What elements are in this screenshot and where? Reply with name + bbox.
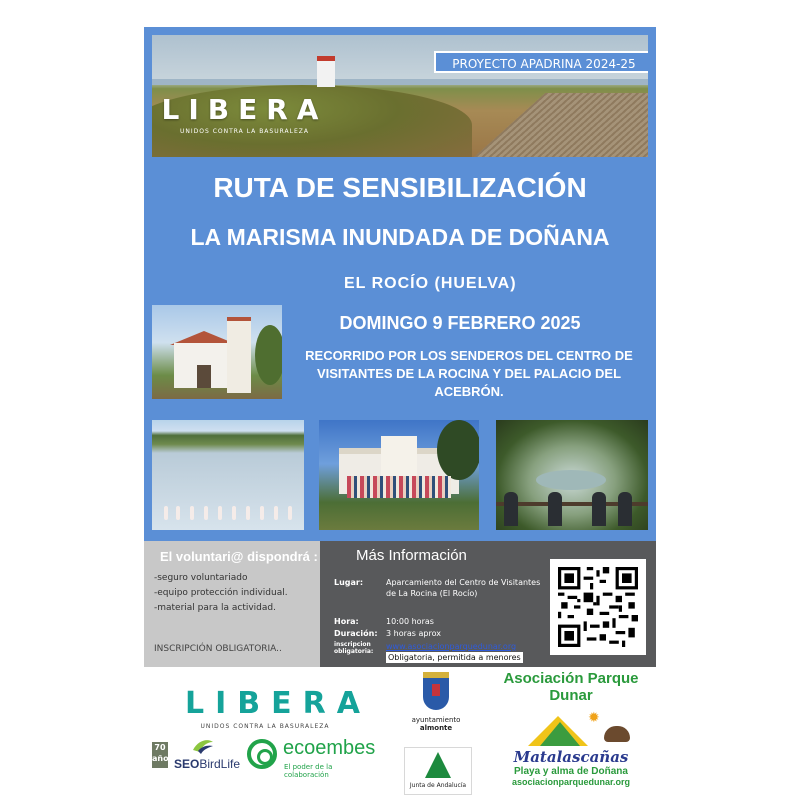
libera-tagline: UNIDOS CONTRA LA BASURALEZA: [200, 723, 330, 730]
seo-birdlife-logo: [150, 738, 242, 774]
visitor-group: [347, 476, 451, 498]
registration-note: Obligatoria, permitida a menores: [388, 653, 521, 662]
info-value-hora: 10:00 horas: [386, 617, 434, 626]
parque-dunar-emblem: [506, 706, 636, 752]
registration-link[interactable]: www.asociacionparquedunar.org: [386, 642, 517, 651]
seo-name: [174, 757, 240, 771]
visitor-silhouette: [618, 492, 632, 526]
hero-brand-wordmark: LIBERA: [161, 93, 328, 126]
flamingo: [204, 506, 208, 520]
church-door: [197, 365, 211, 388]
project-badge: PROYECTO APADRINA 2024-25: [434, 51, 648, 73]
ecoembes-icon: [247, 739, 277, 769]
route-description: [292, 347, 646, 401]
qr-code[interactable]: [550, 559, 646, 655]
church-tower: [227, 317, 251, 393]
seo-anniversary-badge: 70 años: [152, 742, 168, 768]
ecoembes-logo: [247, 737, 377, 777]
almonte-label-2: almonte: [419, 724, 453, 732]
volunteer-panel: [144, 541, 320, 667]
hero-boardwalk-photo: [152, 35, 648, 157]
bird-icon: [192, 738, 214, 754]
route-line-1: RECORRIDO POR LOS SENDEROS DEL CENTRO DE: [305, 348, 633, 363]
title-line-1: RUTA DE SENSIBILIZACIÓN: [213, 172, 587, 203]
junta-label: Junta de Andalucía: [409, 782, 467, 789]
volunteer-item: -seguro voluntariado: [154, 573, 248, 583]
parque-dunar-website[interactable]: asociacionparquedunar.org: [511, 777, 631, 787]
parque-dunar-name: Asociación Parque Dunar: [503, 670, 639, 704]
qr-code-pattern: [558, 567, 638, 647]
info-row-hora: [334, 616, 544, 628]
hero-brand-tagline: UNIDOS CONTRA LA BASURALEZA: [179, 128, 309, 135]
flamingo: [288, 506, 292, 520]
poster: [144, 27, 656, 667]
title-line-2: LA MARISMA INUNDADA DE DOÑANA: [190, 224, 610, 250]
almonte-label-1: ayuntamiento: [411, 716, 461, 724]
visitor-silhouette: [592, 492, 606, 526]
hero-sea: [152, 79, 648, 85]
seo-name-rest: BirdLife: [199, 757, 241, 771]
flamingo: [274, 506, 278, 520]
route-line-3: ACEBRÓN.: [434, 384, 504, 399]
seo-name-bold: SEO: [174, 757, 200, 771]
libera-wordmark: LIBERA: [185, 686, 371, 721]
location: EL ROCÍO (HUELVA): [344, 275, 517, 292]
flamingos-photo: [152, 420, 304, 530]
ecoembes-tagline: El poder de la colaboración: [284, 763, 333, 779]
info-title-prefix: Más: [356, 547, 385, 564]
palace-tree: [437, 420, 479, 480]
ecoembes-name: ecoembes: [283, 737, 376, 759]
info-label-lugar: Lugar:: [334, 578, 364, 587]
parque-dunar-slogan: Playa y alma de Doñana: [514, 766, 628, 777]
event-date: DOMINGO 9 FEBRERO 2025: [339, 313, 581, 333]
info-row-lugar: [334, 577, 544, 601]
info-label-inscripcion: inscripcion obligatoria:: [334, 641, 374, 655]
lake-water: [536, 470, 606, 490]
flamingo: [218, 506, 222, 520]
info-label-duracion: Duración:: [334, 629, 378, 638]
info-value-duracion: 3 horas aprox: [386, 629, 441, 638]
info-row-inscripcion: [334, 641, 546, 665]
info-panel: [320, 541, 656, 667]
sun-icon: ✹: [588, 710, 600, 726]
junta-andalucia-logo: [404, 747, 472, 795]
church-tree: [255, 325, 282, 385]
almonte-shield-icon: [423, 672, 449, 710]
volunteer-title: El voluntari@ dispondrá :: [160, 549, 318, 564]
hero-lifeguard-tower: [317, 56, 335, 87]
matalascanas-script: Matalascañas: [513, 748, 629, 766]
info-value-lugar: Aparcamiento del Centro de Visitantes de La Rocina (El Rocío): [386, 578, 541, 598]
flamingo: [260, 506, 264, 520]
info-row-duracion: [334, 628, 544, 640]
flamingo: [246, 506, 250, 520]
animal-icon: [604, 726, 630, 742]
registration-required: INSCRIPCIÓN OBLIGATORIA..: [154, 644, 282, 654]
flamingo: [176, 506, 180, 520]
junta-icon: [425, 752, 451, 778]
info-label-hora: Hora:: [334, 617, 359, 626]
parque-dunar-logo: [496, 670, 646, 790]
palace-group-photo: [319, 420, 479, 530]
info-title-rest: Información: [384, 547, 467, 564]
flamingo: [232, 506, 236, 520]
pine-hill-icon: [540, 722, 580, 746]
libera-logo: [185, 686, 371, 730]
route-line-2: VISITANTES DE LA ROCINA Y DEL PALACIO DEL: [316, 366, 622, 381]
ayuntamiento-almonte-logo: [408, 672, 464, 742]
info-title: [356, 547, 467, 564]
flamingo: [190, 506, 194, 520]
lake-viewpoint-photo: [496, 420, 648, 530]
volunteer-item: -equipo protección individual.: [154, 588, 288, 598]
flamingo: [164, 506, 168, 520]
visitor-silhouette: [504, 492, 518, 526]
volunteer-list: [154, 571, 288, 616]
info-value-inscripcion: [386, 641, 546, 663]
church-photo: [152, 305, 282, 399]
visitor-silhouette: [548, 492, 562, 526]
hero-brand-logo: [157, 93, 332, 135]
volunteer-item: -material para la actividad.: [154, 603, 276, 613]
